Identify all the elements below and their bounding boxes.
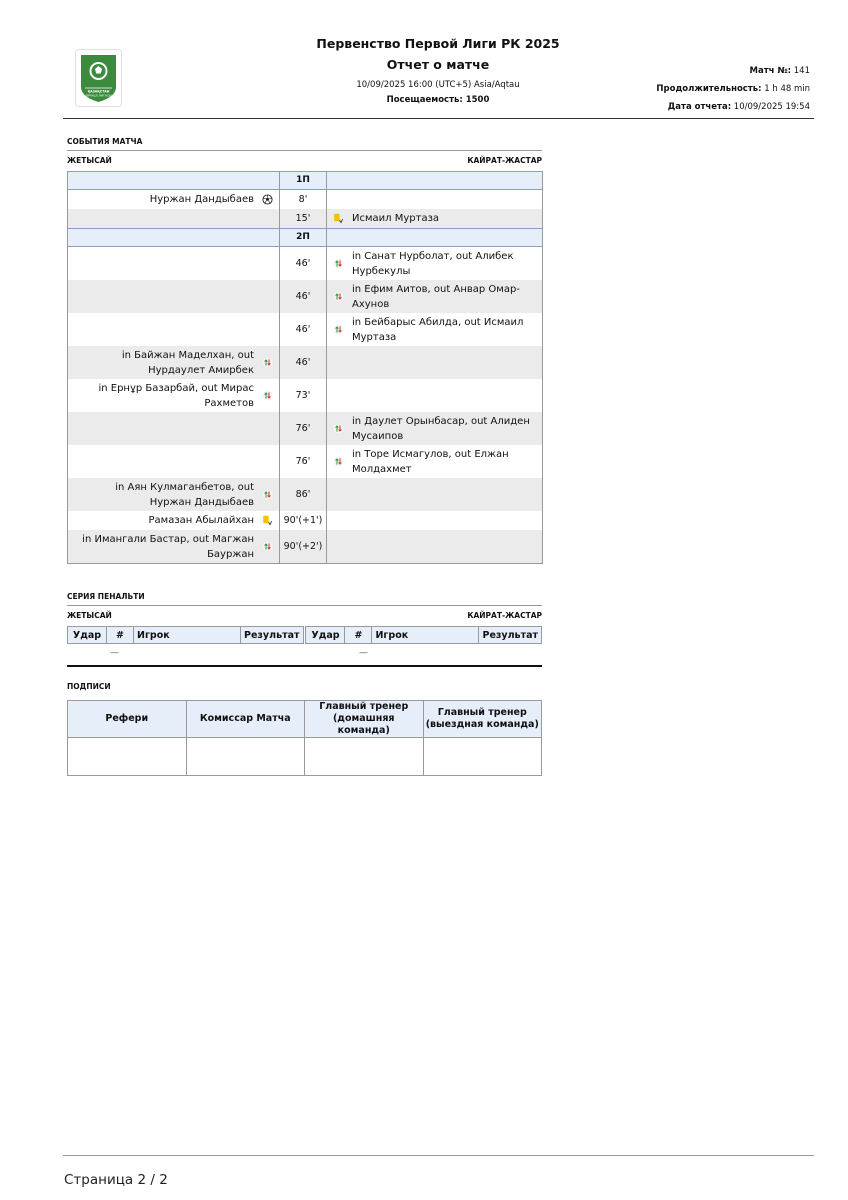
event-minute: 76' [280,445,327,478]
event-text: in Байжан Маделхан, out Нурдаулет Амирбек [121,349,254,376]
event-minute: 46' [280,346,327,379]
event-minute: 46' [280,247,327,281]
report-date: Дата отчета: 10/09/2025 19:54 [667,102,810,112]
event-minute: 90'(+2') [280,530,327,564]
col-number: # [345,627,372,644]
event-row [68,247,543,281]
away-event-cell [327,209,543,229]
event-minute: 46' [280,280,327,313]
events-section [67,137,542,564]
event-row [68,313,543,346]
home-event-cell [68,379,280,412]
home-penalties-table [67,626,304,644]
home-event-cell [68,280,280,313]
period-label: 2П [280,229,327,247]
home-event-cell [68,412,280,445]
away-event-cell [327,445,543,478]
event-text: in Ернұр Базарбай, out Мирас Рахметов [98,382,254,409]
home-event-cell [68,511,280,530]
substitution-icon [333,291,344,302]
away-team-name: КАЙРАТ-ЖАСТАР [467,156,542,165]
col-player: Игрок [134,627,241,644]
penalties-title: СЕРИЯ ПЕНАЛЬТИ [67,592,542,606]
away-event-cell [327,511,543,530]
away-event-cell [327,247,543,281]
home-event-cell [68,313,280,346]
substitution-icon [262,390,273,401]
home-event-cell [68,209,280,229]
event-text: Нуржан Дандыбаев [149,194,254,205]
event-minute: 15' [280,209,327,229]
away-event-cell [327,280,543,313]
penalties-section [67,592,542,667]
footer-divider [63,1155,814,1156]
yellow-card-icon [262,515,273,526]
event-minute: 46' [280,313,327,346]
away-event-cell [327,530,543,564]
event-row [68,346,543,379]
event-text: Исмаил Муртаза [352,213,440,224]
page-number: Страница 2 / 2 [64,1172,168,1188]
match-duration: Продолжительность: 1 h 48 min [656,84,810,94]
event-row [68,412,543,445]
event-row [68,280,543,313]
signatures-title: ПОДПИСИ [67,682,111,691]
sign-away-coach-header: Главный тренер (выездная команда) [423,701,542,738]
home-team-name: ЖЕТЫСАЙ [67,611,112,620]
substitution-icon [333,324,344,335]
away-event-cell [327,313,543,346]
sign-commissioner-header: Комиссар Матча [186,701,305,738]
event-text: in Ефим Аитов, out Анвар Омар-Ахунов [352,283,520,310]
home-event-cell [68,478,280,511]
home-event-cell [68,247,280,281]
match-number: Матч №: 141 [749,66,810,76]
events-teams [67,156,542,166]
sign-commissioner-cell [186,738,305,776]
substitution-icon [262,357,273,368]
report-header [248,35,628,106]
col-number: # [107,627,134,644]
away-event-cell [327,190,543,210]
home-penalties-empty: — [110,648,119,658]
competition-title: Первенство Первой Лиги РК 2025 [316,36,560,51]
home-event-cell [68,530,280,564]
event-minute: 76' [280,412,327,445]
home-event-cell [68,190,280,210]
col-shot: Удар [306,627,345,644]
substitution-icon [262,541,273,552]
yellow-card-icon [333,213,344,224]
events-title: СОБЫТИЯ МАТЧА [67,137,542,151]
event-text: in Имангали Бастар, out Магжан Бауржан [82,533,254,560]
col-player: Игрок [372,627,479,644]
sign-away-coach-cell [423,738,542,776]
event-row [68,530,543,564]
event-row [68,445,543,478]
substitution-icon [333,258,344,269]
period-header [68,229,543,247]
events-table [67,171,543,564]
event-text: in Аян Кулмаганбетов, out Нуржан Дандыбаев [115,481,254,508]
svg-text:ҚАЗАҚСТАН: ҚАЗАҚСТАН [87,89,110,94]
event-text: in Торе Исмагулов, out Елжан Молдахмет [352,448,509,475]
attendance: Посещаемость: 1500 [386,95,490,105]
col-shot: Удар [68,627,107,644]
away-penalties-empty: — [359,648,368,658]
goal-icon [262,194,273,205]
away-event-cell [327,478,543,511]
event-text: in Санат Нурболат, out Алибек Нурбекулы [352,250,514,277]
away-event-cell [327,379,543,412]
event-row [68,511,543,530]
match-meta [656,62,810,116]
away-team-name: КАЙРАТ-ЖАСТАР [467,611,542,620]
away-event-cell [327,412,543,445]
substitution-icon [333,423,344,434]
event-row [68,478,543,511]
away-penalties-table [305,626,542,644]
home-team-name: ЖЕТЫСАЙ [67,156,112,165]
event-row [68,379,543,412]
event-minute: 90'(+1') [280,511,327,530]
report-subtitle: Отчет о матче [386,57,490,72]
col-result: Результат [241,627,304,644]
penalties-teams [67,611,542,621]
event-text: Рамазан Абылайхан [148,515,254,526]
event-minute: 8' [280,190,327,210]
event-text: in Бейбарыс Абилда, out Исмаил Муртаза [352,316,524,343]
header-divider [63,118,814,119]
period-label: 1П [280,172,327,190]
league-logo [75,49,122,107]
home-event-cell [68,445,280,478]
event-row [68,209,543,229]
sign-home-coach-cell [305,738,424,776]
event-minute: 86' [280,478,327,511]
home-event-cell [68,346,280,379]
event-row [68,190,543,210]
event-minute: 73' [280,379,327,412]
signatures-section [67,682,542,776]
penalties-divider [67,665,542,667]
away-event-cell [327,346,543,379]
sign-referee-cell [68,738,187,776]
col-result: Результат [479,627,542,644]
event-text: in Даулет Орынбасар, out Алиден Мусаипов [352,415,530,442]
sign-referee-header: Рефери [68,701,187,738]
match-datetime: 10/09/2025 16:00 (UTC+5) Asia/Aqtau [356,80,520,90]
substitution-icon [333,456,344,467]
period-header [68,172,543,190]
svg-text:БІРІНШІ ЛИГАСЫ: БІРІНШІ ЛИГАСЫ [85,93,112,98]
sign-home-coach-header: Главный тренер (домашняя команда) [305,701,424,738]
substitution-icon [262,489,273,500]
signatures-table [67,700,542,776]
